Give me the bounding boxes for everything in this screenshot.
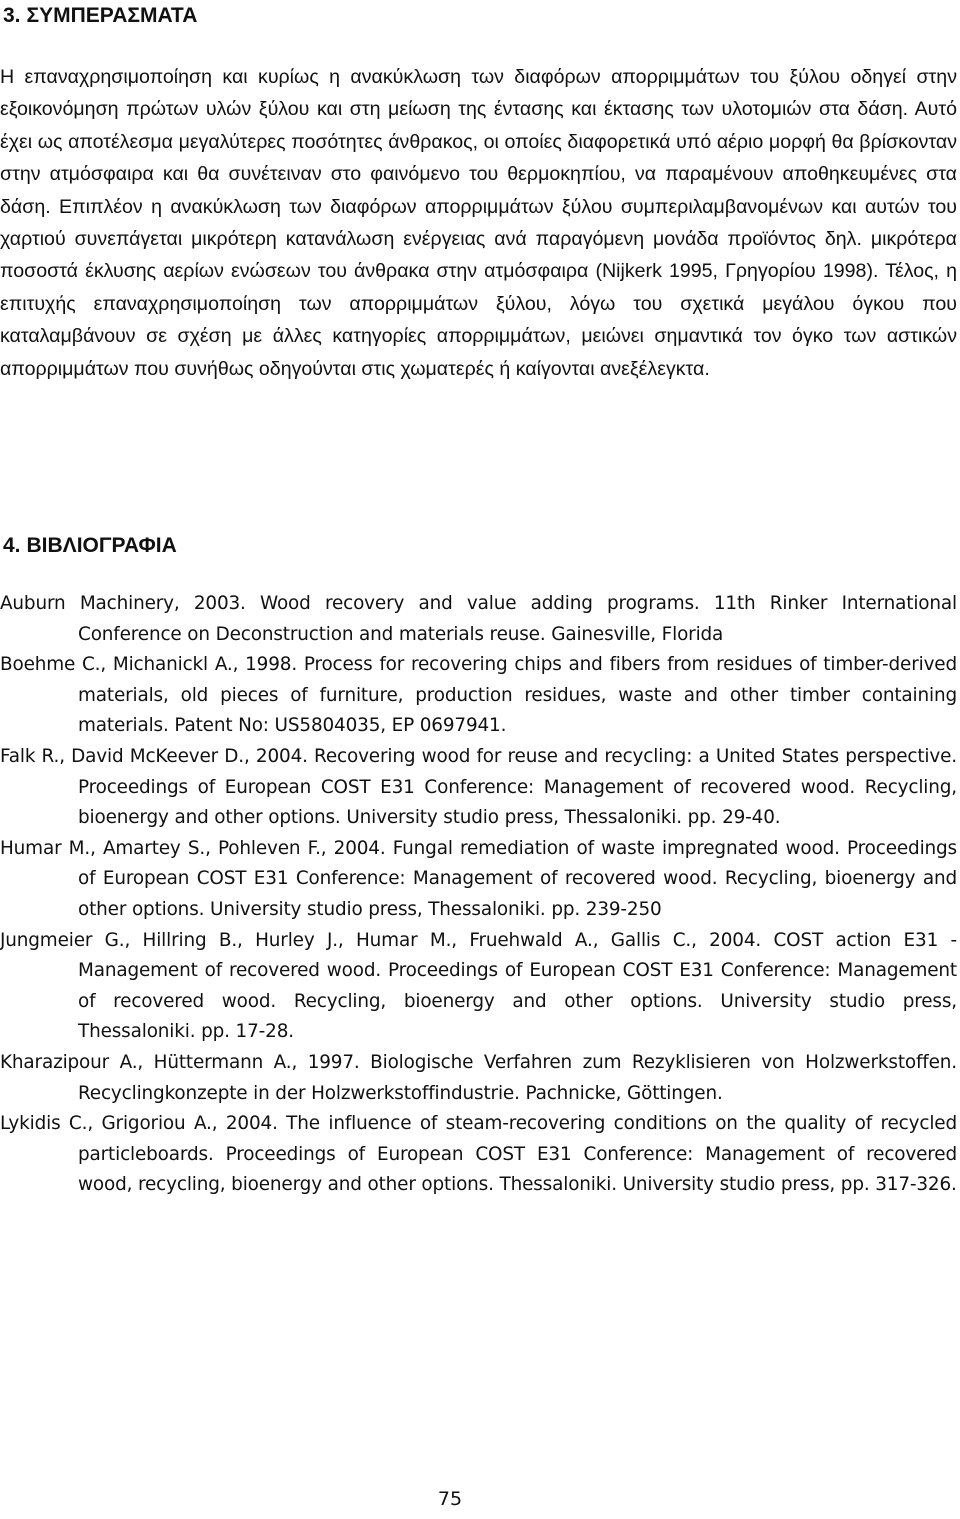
reference-boehme-1998: Boehme C., Michanickl A., 1998. Process for recovering chips and fibers from residues of timber-derived materials, old pieces of furniture, production residues, waste and other timber containing materials. Patent No: US5804035, EP 0697941. xyxy=(0,654,957,737)
reference-list xyxy=(0,589,957,1201)
bibliography-section-number: 4. xyxy=(3,534,21,557)
conclusions-paragraph: Η επαναχρησιμοποίηση και κυρίως η ανακύκλωση των διαφόρων απορριμμάτων του ξύλου οδηγεί στην εξοικονόμηση πρώτων υλών ξύλου και στη μείωση της έντασης και έκτασης των υλοτομιών στα δάση. Αυτό έχει ως αποτέλεσμα μεγαλύτερες ποσότητες άνθρακος, οι οποίες διαφορετικά υπό αέριο μορφή θα βρίσκονταν στην ατμόσφαιρα και θα συνέτειναν στο φαινόμενο του θερμοκηπίου, να παραμένουν αποθηκευμένες στα δάση. Επιπλέον η ανακύκλωση των διαφόρων απορριμμάτων ξύλου συμπεριλαμβανομένων και αυτών του χαρτιού συνεπάγεται μικρότερη κατανάλωση ενέργειας ανά παραγόμενη μονάδα προϊόντος δηλ. μικρότερα ποσοστά έκλυσης αερίων ενώσεων του άνθρακα στην ατμόσφαιρα (Nijkerk 1995, Γρηγορίου 1998). Τέλος, η επιτυχής επαναχρησιμοποίηση των απορριμμάτων ξύλου, λόγω του σχετικά μεγάλου όγκου που καταλαμβάνουν σε σχέση με άλλες κατηγορίες απορριμμάτων, μειώνει σημαντικά τον όγκο των αστικών απορριμμάτων που συνήθως οδηγούνται στις χωματερές ή καίγονται ανεξέλεγκτα. xyxy=(0,66,957,380)
reference-falk-2004: Falk R., David McKeever D., 2004. Recovering wood for reuse and recycling: a United States perspective. Proceedings of European COST E31 Conference: Management of recovered wood. Recycling, bioenergy and other options. University studio press, Thessaloniki. pp. 29-40. xyxy=(0,745,957,829)
bibliography-heading xyxy=(3,532,177,560)
reference-lykidis-2004: Lykidis C., Grigoriou A., 2004. The influence of steam-recovering conditions on the quality of recycled particleboards. Proceedings of European COST E31 Conference: Management of recovered wood, recycling, bioenergy and other options. Thessaloniki. University studio press, pp. 317-326. xyxy=(0,1113,957,1196)
conclusions-section-title: ΣΥΜΠΕΡΑΣΜΑΤΑ xyxy=(26,4,198,27)
conclusions-section-number: 3. xyxy=(3,4,21,27)
reference-humar-2004: Humar M., Amartey S., Pohleven F., 2004. Fungal remediation of waste impregnated wood. Proceedings of European COST E31 Conference: Management of recovered wood. Recycling, bioenergy and other options. University studio press, Thessaloniki. pp. 239-250 xyxy=(0,837,957,920)
reference-kharazipour-1997: Kharazipour A., Hüttermann A., 1997. Biologische Verfahren zum Rezyklisieren von Holzwerkstoffen. Recyclingkonzepte in der Holzwerkstoffindustrie. Pachnicke, Göttingen. xyxy=(0,1051,957,1104)
conclusions-heading xyxy=(3,2,197,30)
reference-auburn-2003: Auburn Machinery, 2003. Wood recovery and value adding programs. 11th Rinker International Conference on Deconstruction and materials reuse. Gainesville, Florida xyxy=(0,593,957,645)
page-number: 75 xyxy=(437,1488,463,1510)
reference-jungmeier-2004: Jungmeier G., Hillring B., Hurley J., Humar M., Fruehwald A., Gallis C., 2004. COST action E31 - Management of recovered wood. Proceedings of European COST E31 Conference: Management of recovered wood. Recycling, bioenergy and other options. University studio press, Thessaloniki. pp. 17-28. xyxy=(0,929,957,1043)
bibliography-section-title: ΒΙΒΛΙΟΓΡΑΦΙΑ xyxy=(26,534,177,557)
